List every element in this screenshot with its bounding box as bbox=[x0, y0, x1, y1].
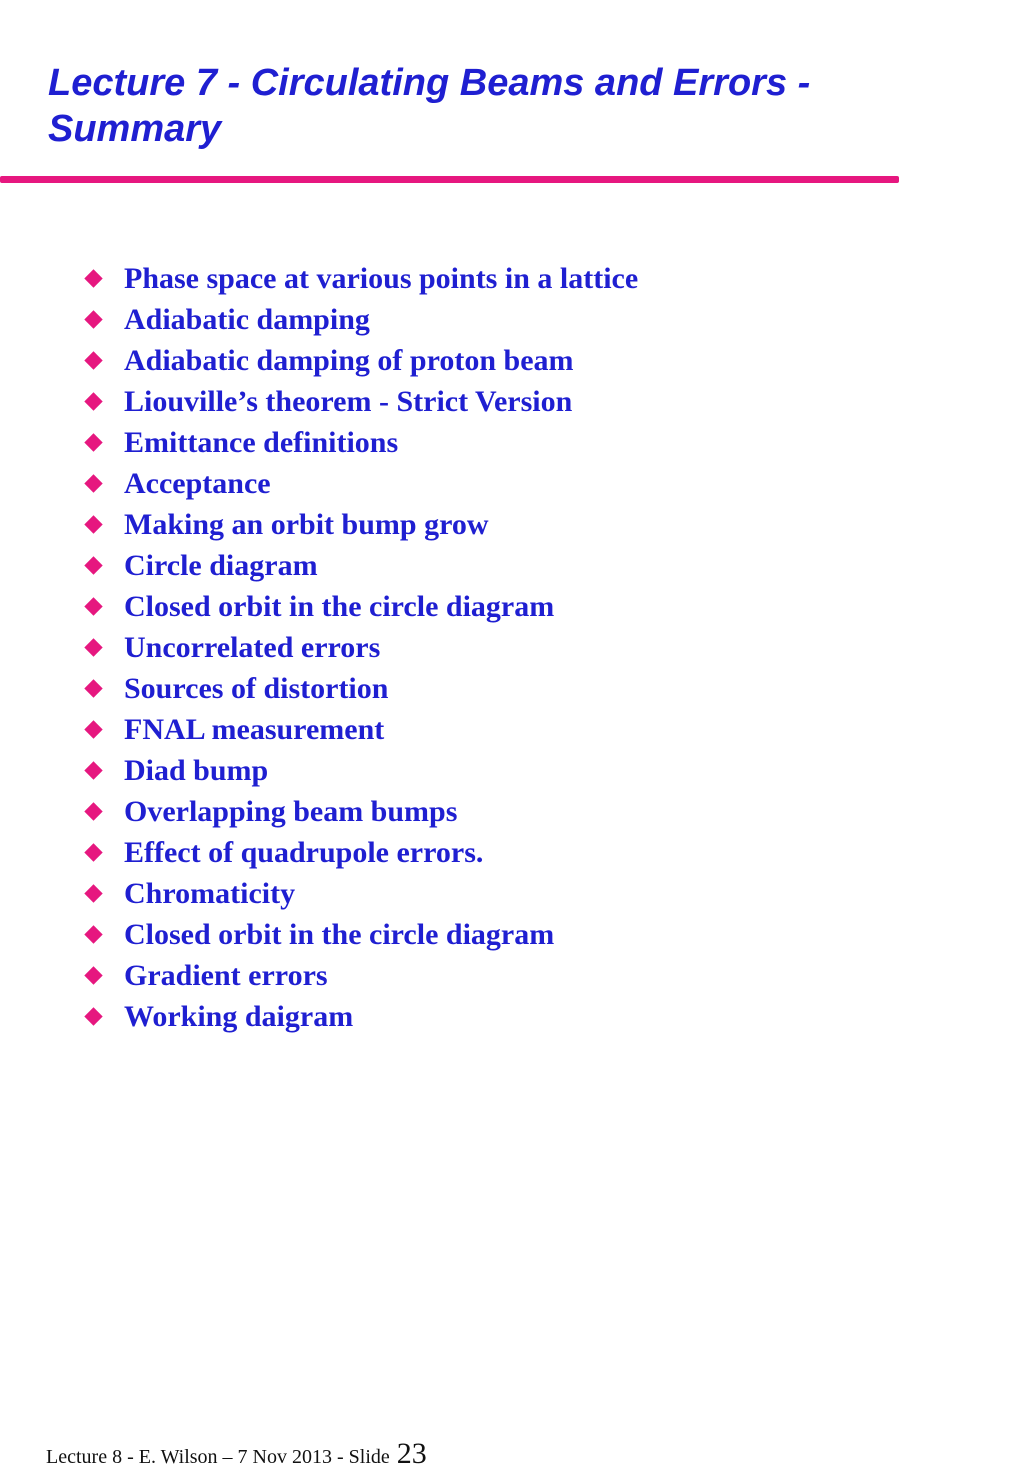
diamond-bullet-icon bbox=[84, 966, 102, 984]
list-item-text: Closed orbit in the circle diagram bbox=[124, 589, 555, 623]
diamond-bullet-icon bbox=[84, 269, 102, 287]
diamond-bullet-icon bbox=[84, 597, 102, 615]
list-item-text: Making an orbit bump grow bbox=[124, 507, 489, 541]
diamond-bullet-icon bbox=[84, 474, 102, 492]
list-item bbox=[84, 381, 638, 422]
bullet-list bbox=[84, 258, 638, 1037]
list-item-text: Sources of distortion bbox=[124, 671, 389, 705]
diamond-bullet-icon bbox=[84, 925, 102, 943]
list-item-text: Liouville’s theorem - Strict Version bbox=[124, 384, 573, 418]
list-item bbox=[84, 668, 638, 709]
diamond-bullet-icon bbox=[84, 392, 102, 410]
list-item-text: Effect of quadrupole errors. bbox=[124, 835, 484, 869]
diamond-bullet-icon bbox=[84, 761, 102, 779]
list-item-text: Adiabatic damping of proton beam bbox=[124, 343, 574, 377]
diamond-bullet-icon bbox=[84, 433, 102, 451]
footer-text: Lecture 8 - E. Wilson – 7 Nov 2013 - Slide bbox=[46, 1446, 395, 1468]
list-item-text: Emittance definitions bbox=[124, 425, 399, 459]
list-item bbox=[84, 709, 638, 750]
list-item-text: Working daigram bbox=[124, 999, 354, 1033]
diamond-bullet-icon bbox=[84, 720, 102, 738]
list-item-text: Diad bump bbox=[124, 753, 269, 787]
list-item-text: Uncorrelated errors bbox=[124, 630, 381, 664]
list-item bbox=[84, 832, 638, 873]
list-item-text: Phase space at various points in a lattice bbox=[124, 261, 639, 295]
diamond-bullet-icon bbox=[84, 638, 102, 656]
list-item bbox=[84, 873, 638, 914]
title-divider bbox=[0, 176, 899, 183]
list-item bbox=[84, 340, 638, 381]
diamond-bullet-icon bbox=[84, 802, 102, 820]
list-item-text: Closed orbit in the circle diagram bbox=[124, 917, 555, 951]
slide-title: Lecture 7 - Circulating Beams and Errors - Summary bbox=[48, 62, 811, 150]
slide-footer bbox=[46, 1437, 427, 1471]
list-item-text: FNAL measurement bbox=[124, 712, 385, 746]
diamond-bullet-icon bbox=[84, 515, 102, 533]
list-item bbox=[84, 627, 638, 668]
list-item bbox=[84, 545, 638, 586]
list-item-text: Acceptance bbox=[124, 466, 271, 500]
list-item bbox=[84, 586, 638, 627]
diamond-bullet-icon bbox=[84, 884, 102, 902]
list-item-text: Overlapping beam bumps bbox=[124, 794, 458, 828]
list-item bbox=[84, 750, 638, 791]
list-item bbox=[84, 996, 638, 1037]
list-item bbox=[84, 258, 638, 299]
list-item bbox=[84, 914, 638, 955]
list-item-text: Adiabatic damping bbox=[124, 302, 370, 336]
list-item bbox=[84, 299, 638, 340]
list-item bbox=[84, 504, 638, 545]
list-item bbox=[84, 422, 638, 463]
diamond-bullet-icon bbox=[84, 351, 102, 369]
diamond-bullet-icon bbox=[84, 1007, 102, 1025]
diamond-bullet-icon bbox=[84, 556, 102, 574]
diamond-bullet-icon bbox=[84, 679, 102, 697]
diamond-bullet-icon bbox=[84, 843, 102, 861]
list-item bbox=[84, 955, 638, 996]
list-item bbox=[84, 791, 638, 832]
slide-number: 23 bbox=[396, 1437, 427, 1470]
list-item-text: Circle diagram bbox=[124, 548, 318, 582]
diamond-bullet-icon bbox=[84, 310, 102, 328]
list-item bbox=[84, 463, 638, 504]
list-item-text: Gradient errors bbox=[124, 958, 328, 992]
list-item-text: Chromaticity bbox=[124, 876, 296, 910]
